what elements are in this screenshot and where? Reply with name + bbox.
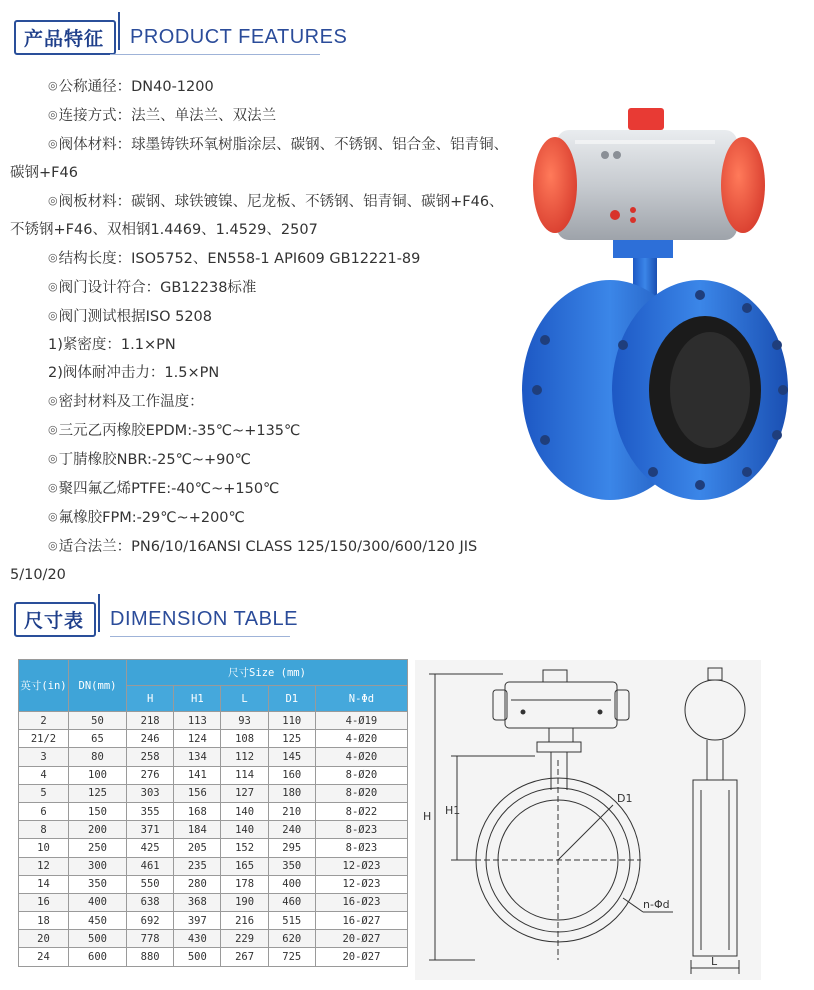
features-header-underline bbox=[110, 54, 320, 55]
bullet-icon: ◎ bbox=[48, 309, 58, 322]
feature-item: ◎丁腈橡胶NBR:-25℃~+90℃ bbox=[48, 452, 251, 468]
feature-item: ◎阀板材料：碳钢、球铁镀镍、尼龙板、不锈钢、铝青铜、碳钢+F46、不锈钢+F46、双相钢1.4469、1.4529、2507 bbox=[10, 194, 504, 238]
table-row bbox=[19, 912, 408, 930]
col-header-size-group: 尺寸Size (mm) bbox=[127, 660, 408, 686]
bullet-icon: ◎ bbox=[48, 539, 58, 552]
table-cell: 12-Ø23 bbox=[315, 875, 407, 893]
table-cell: 218 bbox=[127, 712, 174, 730]
bullet-icon: ◎ bbox=[48, 108, 58, 121]
features-title-en: PRODUCT FEATURES bbox=[130, 26, 348, 48]
bullet-icon: ◎ bbox=[48, 423, 58, 436]
table-cell: 397 bbox=[174, 912, 221, 930]
table-cell: 4 bbox=[19, 766, 69, 784]
col-header-nd: N-Φd bbox=[315, 686, 407, 712]
table-cell: 400 bbox=[69, 893, 127, 911]
actuator-cap-left bbox=[533, 137, 577, 233]
table-cell: 550 bbox=[127, 875, 174, 893]
table-cell: 12-Ø23 bbox=[315, 857, 407, 875]
table-cell: 18 bbox=[19, 912, 69, 930]
drawing-label-nd: n-Φd bbox=[643, 898, 670, 911]
table-cell: 8-Ø20 bbox=[315, 784, 407, 802]
table-row bbox=[19, 821, 408, 839]
table-cell: 280 bbox=[174, 875, 221, 893]
table-cell: 235 bbox=[174, 857, 221, 875]
dimension-table bbox=[18, 659, 408, 967]
features-list bbox=[10, 72, 510, 589]
features-title-cn: 产品特征 bbox=[24, 28, 105, 50]
table-cell: 178 bbox=[221, 875, 268, 893]
feature-item: ◎阀门设计符合：GB12238标准 bbox=[48, 280, 257, 296]
table-cell: 168 bbox=[174, 802, 221, 820]
table-cell: 20-Ø27 bbox=[315, 948, 407, 966]
table-cell: 100 bbox=[69, 766, 127, 784]
table-cell: 371 bbox=[127, 821, 174, 839]
table-row bbox=[19, 839, 408, 857]
table-cell: 246 bbox=[127, 730, 174, 748]
table-cell: 276 bbox=[127, 766, 174, 784]
table-cell: 355 bbox=[127, 802, 174, 820]
table-cell: 165 bbox=[221, 857, 268, 875]
table-cell: 460 bbox=[268, 893, 315, 911]
actuator-cap-right bbox=[721, 137, 765, 233]
feature-item: ◎密封材料及工作温度： bbox=[48, 394, 204, 410]
table-cell: 600 bbox=[69, 948, 127, 966]
drawing-side-body bbox=[693, 780, 737, 956]
table-cell: 4-Ø19 bbox=[315, 712, 407, 730]
table-cell: 141 bbox=[174, 766, 221, 784]
table-cell: 350 bbox=[268, 857, 315, 875]
table-cell: 2 bbox=[19, 712, 69, 730]
table-row bbox=[19, 930, 408, 948]
bullet-icon: ◎ bbox=[48, 280, 58, 293]
feature-item: ◎适合法兰：PN6/10/16ANSI CLASS 125/150/300/600/120 JIS 5/10/20 bbox=[10, 539, 478, 583]
feature-item: ◎结构长度：ISO5752、EN558-1 API609 GB12221-89 bbox=[48, 251, 421, 267]
col-header-inch: 英寸(in) bbox=[19, 660, 69, 712]
table-row bbox=[19, 802, 408, 820]
table-cell: 6 bbox=[19, 802, 69, 820]
bullet-icon: ◎ bbox=[48, 137, 58, 150]
table-cell: 515 bbox=[268, 912, 315, 930]
table-cell: 150 bbox=[69, 802, 127, 820]
dimension-title-en: DIMENSION TABLE bbox=[110, 608, 298, 630]
table-cell: 5 bbox=[19, 784, 69, 802]
drawing-label-l: L bbox=[711, 955, 718, 968]
feature-item: ◎阀门测试根据ISO 5208 bbox=[48, 309, 213, 325]
dimension-table-body bbox=[19, 712, 408, 967]
table-row bbox=[19, 875, 408, 893]
table-cell: 93 bbox=[221, 712, 268, 730]
bullet-icon: ◎ bbox=[48, 481, 58, 494]
table-row bbox=[19, 784, 408, 802]
table-cell: 134 bbox=[174, 748, 221, 766]
table-cell: 620 bbox=[268, 930, 315, 948]
feature-item: ◎阀体材料：球墨铸铁环氧树脂涂层、碳钢、不锈钢、铝合金、铝青铜、碳钢+F46 bbox=[10, 137, 509, 181]
table-cell: 124 bbox=[174, 730, 221, 748]
table-cell: 160 bbox=[268, 766, 315, 784]
table-cell: 80 bbox=[69, 748, 127, 766]
table-cell: 12 bbox=[19, 857, 69, 875]
table-cell: 125 bbox=[268, 730, 315, 748]
table-cell: 638 bbox=[127, 893, 174, 911]
table-row bbox=[19, 948, 408, 966]
table-cell: 4-Ø20 bbox=[315, 730, 407, 748]
table-cell: 267 bbox=[221, 948, 268, 966]
table-cell: 125 bbox=[69, 784, 127, 802]
table-cell: 8-Ø23 bbox=[315, 839, 407, 857]
drawing-label-h: H bbox=[423, 810, 432, 823]
table-row bbox=[19, 730, 408, 748]
table-cell: 14 bbox=[19, 875, 69, 893]
table-cell: 692 bbox=[127, 912, 174, 930]
bullet-icon: ◎ bbox=[48, 194, 58, 207]
table-cell: 725 bbox=[268, 948, 315, 966]
table-cell: 10 bbox=[19, 839, 69, 857]
table-cell: 229 bbox=[221, 930, 268, 948]
table-cell: 295 bbox=[268, 839, 315, 857]
table-cell: 450 bbox=[69, 912, 127, 930]
table-cell: 24 bbox=[19, 948, 69, 966]
actuator-body bbox=[557, 130, 737, 240]
table-cell: 778 bbox=[127, 930, 174, 948]
col-header-h: H bbox=[127, 686, 174, 712]
dimension-header-underline bbox=[110, 636, 290, 637]
col-header-dn: DN(mm) bbox=[69, 660, 127, 712]
drawing-label-d1: D1 bbox=[617, 792, 633, 805]
table-cell: 110 bbox=[268, 712, 315, 730]
table-cell: 113 bbox=[174, 712, 221, 730]
table-cell: 16-Ø27 bbox=[315, 912, 407, 930]
table-cell: 400 bbox=[268, 875, 315, 893]
table-cell: 8-Ø22 bbox=[315, 802, 407, 820]
butterfly-valve-image bbox=[515, 100, 800, 500]
dimension-title-box bbox=[14, 602, 96, 637]
table-cell: 152 bbox=[221, 839, 268, 857]
bullet-icon: ◎ bbox=[48, 394, 58, 407]
table-cell: 350 bbox=[69, 875, 127, 893]
table-cell: 114 bbox=[221, 766, 268, 784]
table-cell: 156 bbox=[174, 784, 221, 802]
table-cell: 500 bbox=[69, 930, 127, 948]
table-cell: 190 bbox=[221, 893, 268, 911]
table-row bbox=[19, 712, 408, 730]
table-cell: 250 bbox=[69, 839, 127, 857]
table-cell: 368 bbox=[174, 893, 221, 911]
table-cell: 108 bbox=[221, 730, 268, 748]
drawing-actuator bbox=[505, 682, 617, 728]
dimension-section-header bbox=[14, 602, 298, 637]
table-cell: 50 bbox=[69, 712, 127, 730]
dimension-title-cn: 尺寸表 bbox=[24, 610, 85, 632]
table-row bbox=[19, 766, 408, 784]
bullet-icon: ◎ bbox=[48, 251, 58, 264]
table-cell: 425 bbox=[127, 839, 174, 857]
table-cell: 300 bbox=[69, 857, 127, 875]
col-header-d1: D1 bbox=[268, 686, 315, 712]
feature-item: ◎连接方式：法兰、单法兰、双法兰 bbox=[48, 108, 277, 124]
table-cell: 140 bbox=[221, 802, 268, 820]
drawing-label-h1: H1 bbox=[445, 804, 461, 817]
feature-item: ◎氟橡胶FPM:-29℃~+200℃ bbox=[48, 510, 245, 526]
table-cell: 65 bbox=[69, 730, 127, 748]
table-cell: 500 bbox=[174, 948, 221, 966]
feature-item: ◎公称通径：DN40-1200 bbox=[48, 79, 214, 95]
table-cell: 4-Ø20 bbox=[315, 748, 407, 766]
col-header-h1: H1 bbox=[174, 686, 221, 712]
feature-item: 1)紧密度：1.1×PN bbox=[48, 337, 176, 353]
feature-item: ◎三元乙丙橡胶EPDM:-35℃~+135℃ bbox=[48, 423, 301, 439]
table-cell: 21/2 bbox=[19, 730, 69, 748]
feature-item: ◎聚四氟乙烯PTFE:-40℃~+150℃ bbox=[48, 481, 280, 497]
table-row bbox=[19, 857, 408, 875]
bullet-icon: ◎ bbox=[48, 510, 58, 523]
table-cell: 880 bbox=[127, 948, 174, 966]
table-cell: 112 bbox=[221, 748, 268, 766]
table-cell: 210 bbox=[268, 802, 315, 820]
table-cell: 127 bbox=[221, 784, 268, 802]
table-cell: 180 bbox=[268, 784, 315, 802]
bullet-icon: ◎ bbox=[48, 452, 58, 465]
table-cell: 461 bbox=[127, 857, 174, 875]
table-cell: 216 bbox=[221, 912, 268, 930]
table-cell: 140 bbox=[221, 821, 268, 839]
table-cell: 3 bbox=[19, 748, 69, 766]
table-cell: 240 bbox=[268, 821, 315, 839]
table-cell: 16-Ø23 bbox=[315, 893, 407, 911]
table-cell: 8 bbox=[19, 821, 69, 839]
table-row bbox=[19, 893, 408, 911]
table-cell: 205 bbox=[174, 839, 221, 857]
bullet-icon: ◎ bbox=[48, 79, 58, 92]
drawing-side-actuator bbox=[685, 680, 745, 740]
features-title-box bbox=[14, 20, 116, 55]
mounting-bracket bbox=[613, 240, 673, 258]
table-cell: 16 bbox=[19, 893, 69, 911]
table-cell: 200 bbox=[69, 821, 127, 839]
feature-item: 2)阀体耐冲击力：1.5×PN bbox=[48, 365, 220, 381]
technical-drawing bbox=[415, 660, 761, 980]
table-cell: 430 bbox=[174, 930, 221, 948]
table-cell: 184 bbox=[174, 821, 221, 839]
table-cell: 145 bbox=[268, 748, 315, 766]
top-knob bbox=[628, 108, 664, 130]
table-cell: 20 bbox=[19, 930, 69, 948]
table-row bbox=[19, 748, 408, 766]
table-cell: 20-Ø27 bbox=[315, 930, 407, 948]
table-cell: 303 bbox=[127, 784, 174, 802]
features-section-header bbox=[14, 20, 347, 55]
table-cell: 8-Ø20 bbox=[315, 766, 407, 784]
col-header-l: L bbox=[221, 686, 268, 712]
table-cell: 8-Ø23 bbox=[315, 821, 407, 839]
table-cell: 258 bbox=[127, 748, 174, 766]
